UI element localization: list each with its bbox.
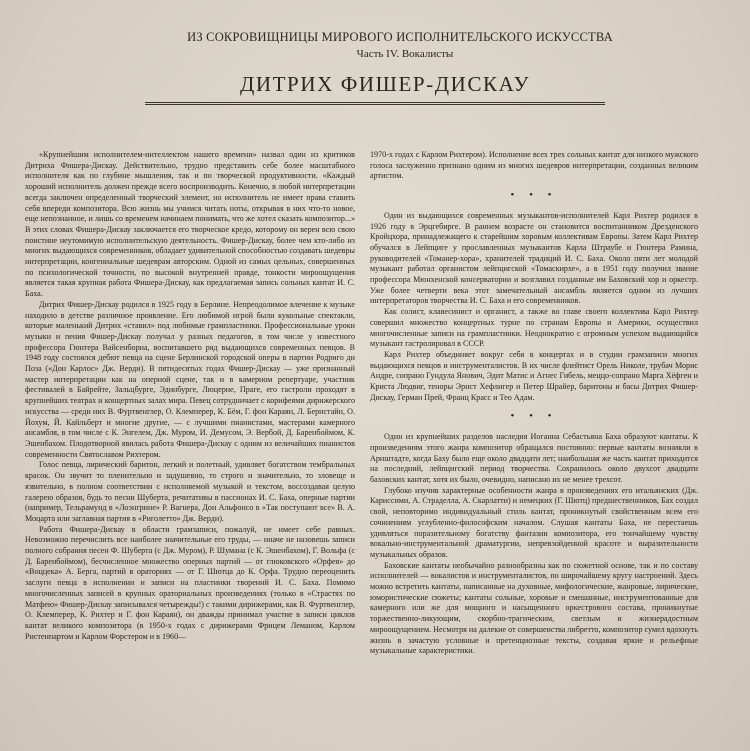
section-separator: • • • (510, 410, 558, 423)
title-rule-top (145, 102, 605, 103)
paragraph: Как солист, клавесинист и органист, а также во главе своего коллектива Карл Рихтер совершил множество концертных турне по странам Европы и Америки, осуществил многочисленные записи на грампластинки. Неоднократно с огромным успехом выдающийся музыкант гастролировал в СССР. (370, 307, 698, 349)
header (0, 30, 750, 97)
paragraph: «Крупнейшим исполнителем-интеллектом нашего времени» назвал один из критиков Дитриха Фишера-Дискау. Действительно, трудно представить себе более масштабного исполнителя как по глубине мышления, так и по творческой продуктивности. «Каждый хороший исполнитель должен прежде всего воспроизводить. Конечно, в любой интерпретации всегда заключен определенный творческий элемент, но исполнитель не имеет права ставить себя впереди композитора. Всю жизнь мы учимся читать ноты, открывая в них что-то новое, еще непознанное, и лишь со временем начинаем понимать, что же хотел сказать композитор...» В этих словах Фишера-Дискау заключается его творческое кредо, которому он верен всю свою поистине неутомимую исполнительскую деятельность. Фишер-Дискау, более чем кто-либо из многих выдающихся современников, обладает удивительной способностью создавать шедевры интерпретации, конгениальные шедеврам авторским. Одной из самых цельных, совершенных по психологической точности, по высокой внутренней правде, тонкости мироощущения является такая крупная работа Фишера-Дискау, как предлагаемая запись сольных кантат И. С. Баха. (25, 150, 355, 299)
paragraph: Баховские кантаты необычайно разнообразны как по сюжетной основе, так и по составу исполнителей — вокалистов и инструменталистов, по широчайшему кругу настроений. Здесь можно встретить кантаты, написанные на духовные, мифологические, жанровые, лирические, юмористические сюжеты; кантаты сольные, хоровые и смешанные, инструментованные для камерного или же для мощного и насыщенного оркестрового состава, проникнутые торжественно-ликующим, скорбно-трагическим, светлым и жизнерадостным мироощущением. Несмотря на далекие от совершенства либретто, композитор сумел вдохнуть жизнь в зачастую условные и претенциозные тексты, создавая яркие и рельефные музыкальные характеристики. (370, 560, 698, 656)
page-title: ДИТРИХ ФИШЕР-ДИСКАУ (239, 72, 531, 96)
paragraph: Карл Рихтер объединяет вокруг себя в концертах и в студии грамзаписи многих выдающихся певцов и инструменталистов. В их числе флейтист Орель Николе, трубач Морис Андре, сопрано Гундула Янович, Эдит Матис и Агнес Гибель, меццо-сопрано Марга Хёфген и Криста Людвиг, теноры Эрнст Хефлигер и Петер Шрайер, баритоны и басы Дитрих Фишер-Дискау, Герман Прей, Франц Красс и Тео Адам. (370, 349, 698, 402)
section-separator: • • • (510, 189, 558, 202)
paragraph: Один из крупнейших разделов наследия Иоганна Себастьяна Баха образуют кантаты. К произведениям этого жанра композитор обращался постоянно: первые кантаты возникли в Арнштадте, когда Баху было еще около двадцати лет; наибольшая же часть кантат приходится на последний, лейпцигский период творчества. Сохранилось около двухсот двадцати баховских кантат, хотя их было, очевидно, написано их не менее трехсот. (370, 432, 698, 484)
paragraph: Глубоко изучив характерные особенности жанра в произведениях его итальянских (Дж. Кариссими, А. Страделла, А. Скарлатти) и немецких (Г. Шютц) предшественников, Бах создал свой, неповторимо индивидуальный стиль кантат, проникнутый свойственным всем его сочинениям углубленно-философским началом. Слушая кантаты Баха, не перестаешь удивляться поразительному богатству фантазии композитора, его тончайшему чувству вокально-инструментальной драматургии, непревзойденной красоте и выразительности музыкальных образов. (370, 485, 698, 559)
paragraph: Один из выдающихся современных музыкантов-исполнителей Карл Рихтер родился в 1926 году в Эрцгебирге. В раннем возрасте он становится воспитанником Дрезденского Кройцхора, принадлежащего к старейшим хоровым коллективам Европы. Затем Карл Рихтер обучался в Лейпциге у прославленных музыкантов Карла Штраубе и Гюнтера Рамина, руководителей «Томанер-хора», хранителей традиций И. С. Баха. Около пяти лет молодой музыкант работал органистом лейпцигской «Томаскирхе», а в 1951 году получил звание профессора Мюнхенской консерватории и возглавил созданные им Баховский хор и оркестр. Уже более четверти века этот замечательный ансамбль является одним из лучших интерпретаторов творчества И. С. Баха и его современников. (370, 210, 698, 306)
left-column (25, 150, 355, 642)
paragraph: 1970-х годах с Карлом Рихтером). Исполнение всех трех сольных кантат для низкого мужского голоса заслуженно признано одним из многих шедевров интерпретации, созданных великим артистом. (370, 150, 698, 181)
title-rule-bottom (145, 104, 605, 105)
paragraph: Дитрих Фишер-Дискау родился в 1925 году в Берлине. Непреодолимое влечение к музыке находило в детстве различное проявление. Его любимой игрой были кукольные спектакли, которые маленький Дитрих «ставил» под любимые грампластинки. Профессиональные уроки музыки и пения Фишер-Дискау получал у разных педагогов, в том числе у известного профессора Гюнтера Вайсенборна, воспитавшего ряд выдающихся современных певцов. В 1948 году состоялся дебют певца на сцене Берлинской городской оперы в партии Родриго ди Поза («Дон Карлос» Дж. Верди). В пятидесятых годах Фишер-Дискау — уже признанный мастер интерпретации как на оперной сцене, так и в камерном репертуаре, участник фестивалей в Байрейте, Зальцбурге, Эдинбурге, Люцерне, Праге, его гастроли проходят в крупнейших театрах и концертных залах мира. Певец сотрудничает с корифеями дирижерского искусства — среди них В. Фуртвенглер, О. Клемперер, К. Бём, Г. фон Караян, Л. Бернстайн, О. Йохум, Й. Кайльберт и многие другие, — с лучшими пианистами, мастерами камерного ансамбля, в том числе с К. Энгелем, Дж. Муром, И. Демусом, Э. Вербой, Д. Баренбоймом, К. Эшенбахом. Плодотворной явилась работа Фишера-Дискау с одним из величайших пианистов современности Святославом Рихтером. (25, 299, 355, 459)
paragraph: Голос певца, лирический баритон, легкий и полетный, удивляет богатством тембральных красок. Он звучит то пленительно и задушевно, то строго и значительно, то зловеще и язвительно, в полном соответствии с исполняемой музыкой и текстом, воссоздавая целую галерею образов, будь то песни Шуберта, речитативы в пассионах И. С. Баха, оперные партии (например, Тельрамунд в «Лоэнгрине» Р. Вагнера, Дон Альфонсо в «Так поступают все» В. А. Моцарта или заглавная партия в «Риголетто» Дж. Верди). (25, 460, 355, 523)
paragraph: Работа Фишера-Дискау в области грамзаписи, пожалуй, не имеет себе равных. Невозможно перечислить все наиболее значительные его труды, — иначе не назовешь записи полного собрания песен Ф. Шуберта (с Дж. Муром), Р. Шумана (с К. Эшенбахом), Г. Вольфа (с Д. Баренбоймом), бесчисленное множество оперных партий — от глюковского «Орфея» до «Воццека» А. Берга, партий в ораториях — от Г. Шютца до К. Орфа. Трудно переоценить заслуги певца в исполнении и записи на пластинки творений И. С. Баха. Помимо многочисленных записей в крупных ораториальных произведениях (только в «Страстях по Матфею» Фишер-Дискау записывался четырежды!) с такими дирижерами, как В. Фуртвенглер, О. Клемперер, К. Рихтер и Г. фон Караян), он дважды принимал участие в записи циклов кантат великого композитора (в 1950-х годах с дирижерами Фрицем Леманом, Карлом Ристенпартом и Карлом Форстером и в 1960— (25, 524, 355, 641)
part-subtitle: Часть IV. Вокалисты (356, 48, 454, 60)
series-title: ИЗ СОКРОВИЩНИЦЫ МИРОВОГО ИСПОЛНИТЕЛЬСКОГО ИСКУССТВА (187, 30, 613, 44)
right-column (370, 150, 698, 657)
